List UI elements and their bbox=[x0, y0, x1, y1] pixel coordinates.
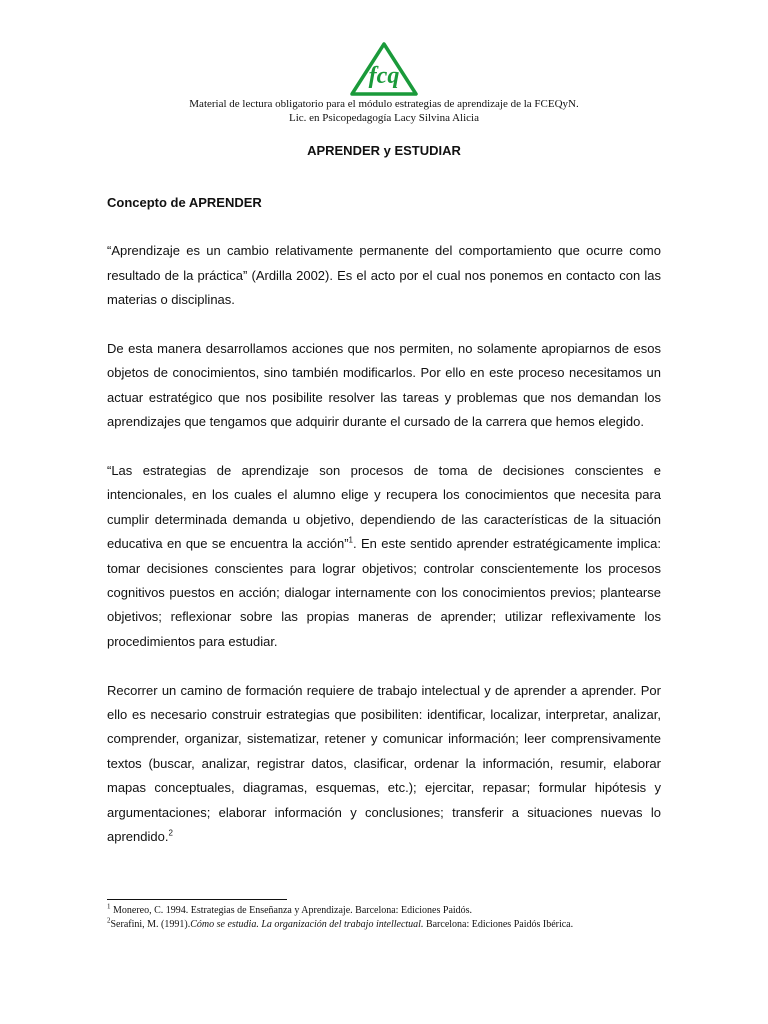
paragraph-definition: “Aprendizaje es un cambio relativamente permanente del comportamiento que ocurre como resultado de la práctica” (Ardilla 2002). Es el acto por el cual nos ponemos en contacto con las materias o disciplinas. bbox=[107, 243, 661, 308]
footnote-2-book-title: Cómo se estudia. La organización del trabajo intellectual. bbox=[190, 919, 424, 930]
document-header bbox=[0, 97, 768, 125]
footnote-2-author: Serafini, M. (1991). bbox=[110, 919, 191, 930]
document-title: APRENDER y ESTUDIAR bbox=[307, 143, 461, 158]
header-line-author: Lic. en Psicopedagogía Lacy Silvina Alicia bbox=[288, 112, 479, 124]
footnote-1-number: 1 bbox=[107, 902, 111, 911]
footnotes bbox=[107, 904, 667, 932]
footnote-1 bbox=[107, 904, 667, 918]
footnote-ref-1[interactable]: 1 bbox=[348, 535, 353, 545]
document-body bbox=[107, 191, 661, 874]
footnote-ref-2[interactable]: 2 bbox=[168, 828, 173, 838]
paragraph-strategies-part1: “Las estrategias de aprendizaje son procesos de toma de decisiones conscientes e intencionales, en los cuales el alumno elige y recupera los conocimientos que necesita para cumplir determinada demanda u objetivo, dependiendo de las características de la situación educativa en que se encuentra la acción” bbox=[107, 463, 661, 552]
fceqyn-logo-icon bbox=[350, 42, 418, 96]
footnote-1-text: Monereo, C. 1994. Estrategias de Enseñanza y Aprendizaje. Barcelona: Ediciones Paidós. bbox=[110, 905, 473, 916]
footnote-2-number: 2 bbox=[107, 916, 111, 925]
svg-text:fcq: fcq bbox=[368, 63, 400, 89]
header-line-course: Material de lectura obligatorio para el módulo estrategias de aprendizaje de la FCEQyN. bbox=[189, 98, 579, 110]
paragraph-strategies-part2: . En este sentido aprender estratégicamente implica: tomar decisiones conscientes para lograr objetivos; controlar conscientemente los procesos cognitivos puestos en acción; dialogar internamente con los conocimientos previos; plantearse objetivos; reflexionar sobre las propias maneras de aprender; utilizar reflexivamente los procedimientos para estudiar. bbox=[107, 536, 661, 649]
paragraph-actions: De esta manera desarrollamos acciones que nos permiten, no solamente apropiarnos de esos objetos de conocimientos, sino también modificarlos. Por ello en este proceso necesitamos un actuar estratégico que nos posibilite resolver las tareas y problemas que nos demandan los aprendizajes que tengamos que adquirir durante el cursado de la carrera que hemos elegido. bbox=[107, 341, 661, 430]
paragraph-formation bbox=[107, 679, 661, 850]
paragraph-formation-text: Recorrer un camino de formación requiere de trabajo intelectual y de aprender a aprender. Por ello es necesario construir estrategias que posibiliten: identificar, localizar, interpretar, analizar, comprender, organizar, sistematizar, retener y comunicar información; leer comprensivamente textos (buscar, analizar, registrar datos, clasificar, ordenar la información, resumir, elaborar mapas conceptuales, diagramas, esquemas, etc.); ejercitar, repasar; formular hipótesis y argumentaciones; elaborar información y conclusiones; transferir a situaciones nuevas lo aprendido. bbox=[107, 682, 661, 845]
section-heading: Concepto de APRENDER bbox=[107, 195, 262, 210]
footnote-separator bbox=[107, 899, 287, 900]
footnote-2 bbox=[107, 918, 667, 932]
paragraph-strategies bbox=[107, 459, 661, 654]
footnote-2-publisher: Barcelona: Ediciones Paidós Ibérica. bbox=[423, 919, 574, 930]
